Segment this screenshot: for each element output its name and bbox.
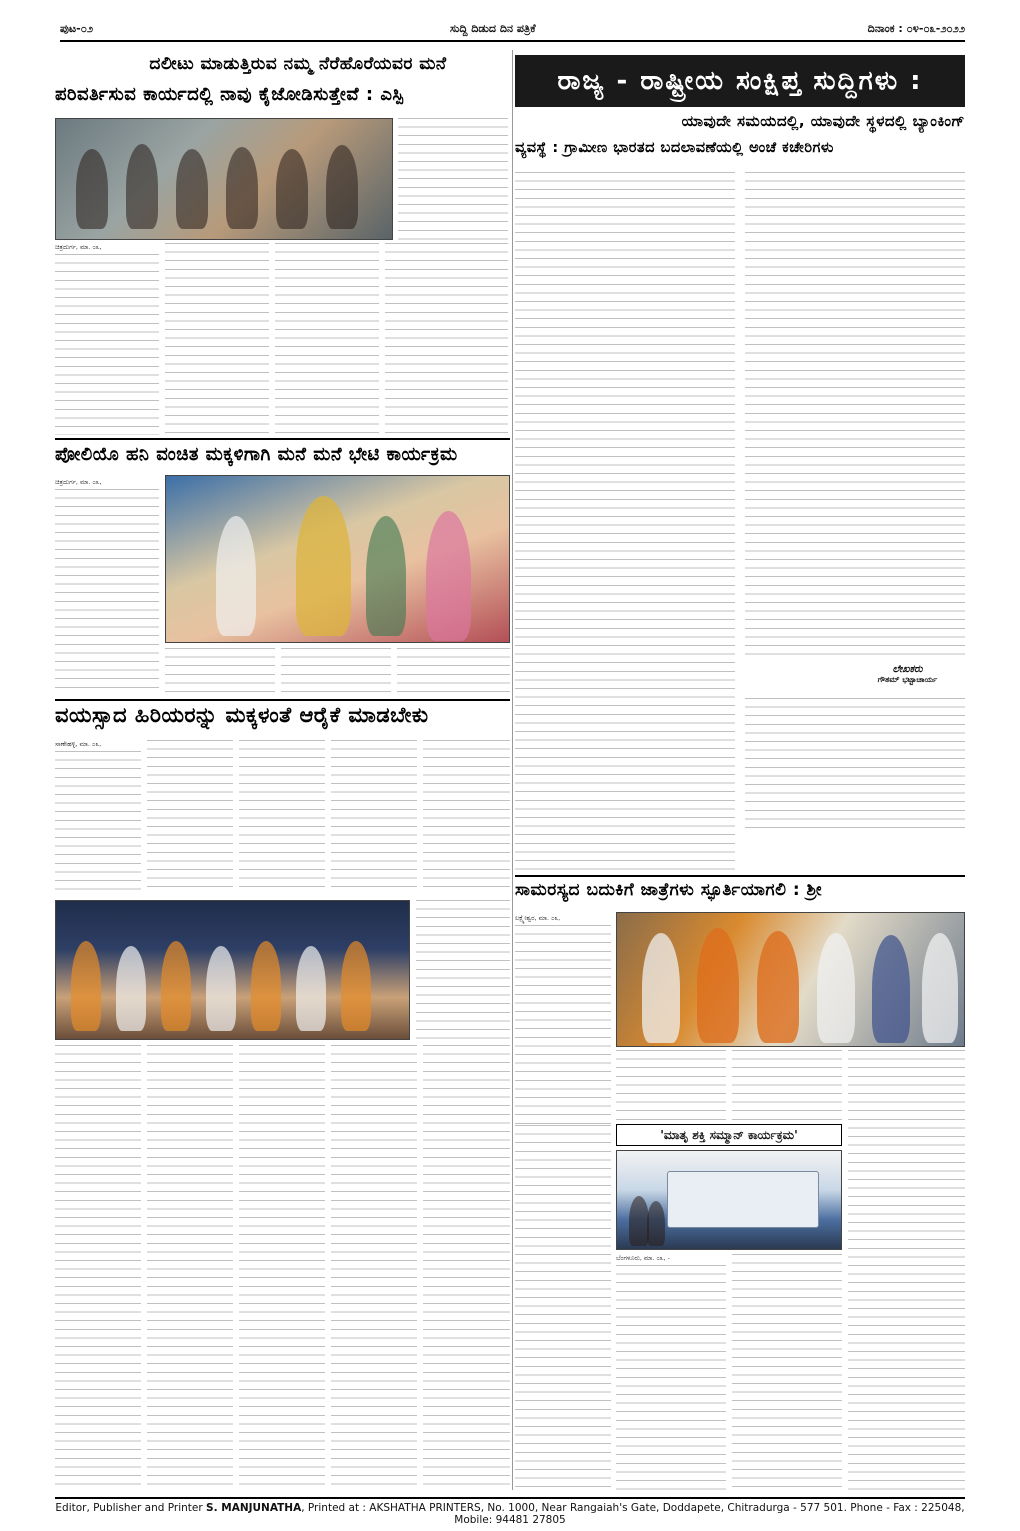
article3-col7 [55, 1045, 141, 1490]
article3-col3 [239, 740, 325, 895]
article3-col9 [239, 1045, 325, 1490]
column-divider [512, 50, 513, 1490]
article3-col2 [147, 740, 233, 895]
article1-dateline: ಚಿತ್ರದುರ್ಗ, ಮಾ. ೦೩, [55, 243, 102, 251]
article3-col10 [331, 1045, 417, 1490]
author-name: ಗೌತಮ್ ಭಟ್ಟಾಚಾರ್ಯ [877, 675, 938, 684]
footer-publisher-name: S. MANJUNATHA [206, 1502, 302, 1514]
article1-col4 [385, 243, 508, 435]
article4-col1 [515, 172, 735, 872]
divider [55, 699, 510, 701]
article3-col11 [423, 1045, 510, 1490]
imprint-footer [55, 1497, 965, 1526]
article2-col4 [397, 648, 510, 696]
article3-photo [55, 900, 410, 1040]
article6-box-heading: 'ಮಾತೃ ಶಕ್ತಿ ಸಮ್ಮಾನ್ ಕಾರ್ಯಕ್ರಮ' [616, 1124, 842, 1146]
article1-col1 [55, 243, 159, 435]
article5-photo [616, 912, 965, 1047]
page-number: ಪುಟ-೦೨ [60, 22, 94, 35]
article3-col4 [331, 740, 417, 895]
divider [515, 875, 965, 877]
article5-col1-cont [515, 1125, 611, 1490]
article6-col2 [732, 1254, 842, 1490]
article1-headline-line1: ದಲೀಟು ಮಾಡುತ್ತಿರುವ ನಮ್ಮ ನೆರೆಹೊರೆಯವರ ಮನೆ [149, 54, 447, 74]
article2-col2 [165, 648, 275, 696]
article2-photo [165, 475, 510, 643]
article5-dateline: ಲಕ್ಷ್ಮೇಶ್ವರ, ಮಾ. ೦೩, [515, 914, 561, 922]
article1-col3 [275, 243, 379, 435]
article3-col8 [147, 1045, 233, 1490]
footer-prefix: Editor, Publisher and Printer [55, 1502, 207, 1514]
article3-dateline: ಸಾಣೇಹಳ್ಳಿ, ಮಾ. ೦೩, [55, 740, 102, 748]
article4-col2 [745, 172, 965, 662]
author-label: ಲೇಖಕರು [892, 664, 923, 675]
article5-col1 [515, 914, 611, 1124]
article3-headline: ವಯಸ್ಸಾದ ಹಿರಿಯರನ್ನು ಮಕ್ಕಳಂತೆ ಆರೈಕೆ ಮಾಡಬೇಕು [55, 703, 429, 727]
article4-subhead-line2: ವ್ಯವಸ್ಥೆ : ಗ್ರಾಮೀಣ ಭಾರತದ ಬದಲಾವಣೆಯಲ್ಲಿ ಅಂಚೆ ಕಚೇರಿಗಳು [515, 140, 834, 156]
article3-col1 [55, 740, 141, 895]
article5-col2 [616, 1050, 726, 1120]
article1-headline-line2: ಪರಿವರ್ತಿಸುವ ಕಾರ್ಯದಲ್ಲಿ ನಾವು ಕೈಜೋಡಿಸುತ್ತೇವೆ : ಎಸ್ಪಿ [55, 84, 404, 105]
article2-headline: ಪೋಲಿಯೊ ಹನಿ ವಂಚಿತ ಮಕ್ಕಳಿಗಾಗಿ ಮನೆ ಮನೆ ಭೇಟಿ ಕಾರ್ಯಕ್ರಮ [55, 444, 458, 465]
footer-address: , Printed at : AKSHATHA PRINTERS, No. 1000, Near Rangaiah's Gate, Doddapete, Chitradurga - 577 501. Phone - Fax : 225048, Mobile: 94481 27805 [301, 1502, 965, 1526]
page-header [60, 18, 965, 42]
article5-col3 [732, 1050, 842, 1120]
article6-photo [616, 1150, 842, 1250]
article3-col5 [423, 740, 510, 895]
article2-col1 [55, 478, 159, 688]
article4-subhead-line1: ಯಾವುದೇ ಸಮಯದಲ್ಲಿ, ಯಾವುದೇ ಸ್ಥಳದಲ್ಲಿ ಬ್ಯಾಂಕಿಂಗ್ [681, 112, 965, 130]
article4-banner: ರಾಜ್ಯ - ರಾಷ್ಟ್ರೀಯ ಸಂಕ್ಷಿಪ್ತ ಸುದ್ದಿಗಳು : [515, 55, 965, 107]
article1-photo [55, 118, 393, 240]
article3-col6 [416, 900, 510, 1040]
divider [55, 438, 510, 440]
issue-date: ದಿನಾಂಕ : ೦೪-೦೩-೨೦೨೨ [867, 22, 965, 35]
article1-col2 [165, 243, 269, 435]
newspaper-name: ಸುದ್ದಿ ದಿಡುದ ದಿನ ಪತ್ರಿಕೆ [450, 22, 536, 35]
article4-col2-end [745, 698, 965, 828]
article2-dateline: ಚಿತ್ರದುರ್ಗ, ಮಾ. ೦೩, [55, 478, 102, 486]
article6-dateline: ಬೆಂಗಳೂರು, ಮಾ. ೦೩, - [616, 1254, 670, 1262]
article5-col4 [848, 1050, 965, 1490]
article4-byline [850, 664, 965, 694]
article6-col1 [616, 1254, 726, 1490]
article5-headline: ಸಾಮರಸ್ಯದ ಬದುಕಿಗೆ ಜಾತ್ರೆಗಳು ಸ್ಫೂರ್ತಿಯಾಗಲಿ : ಶ್ರೀ [515, 880, 823, 900]
article2-col3 [281, 648, 391, 696]
article1-text-right [398, 118, 508, 240]
